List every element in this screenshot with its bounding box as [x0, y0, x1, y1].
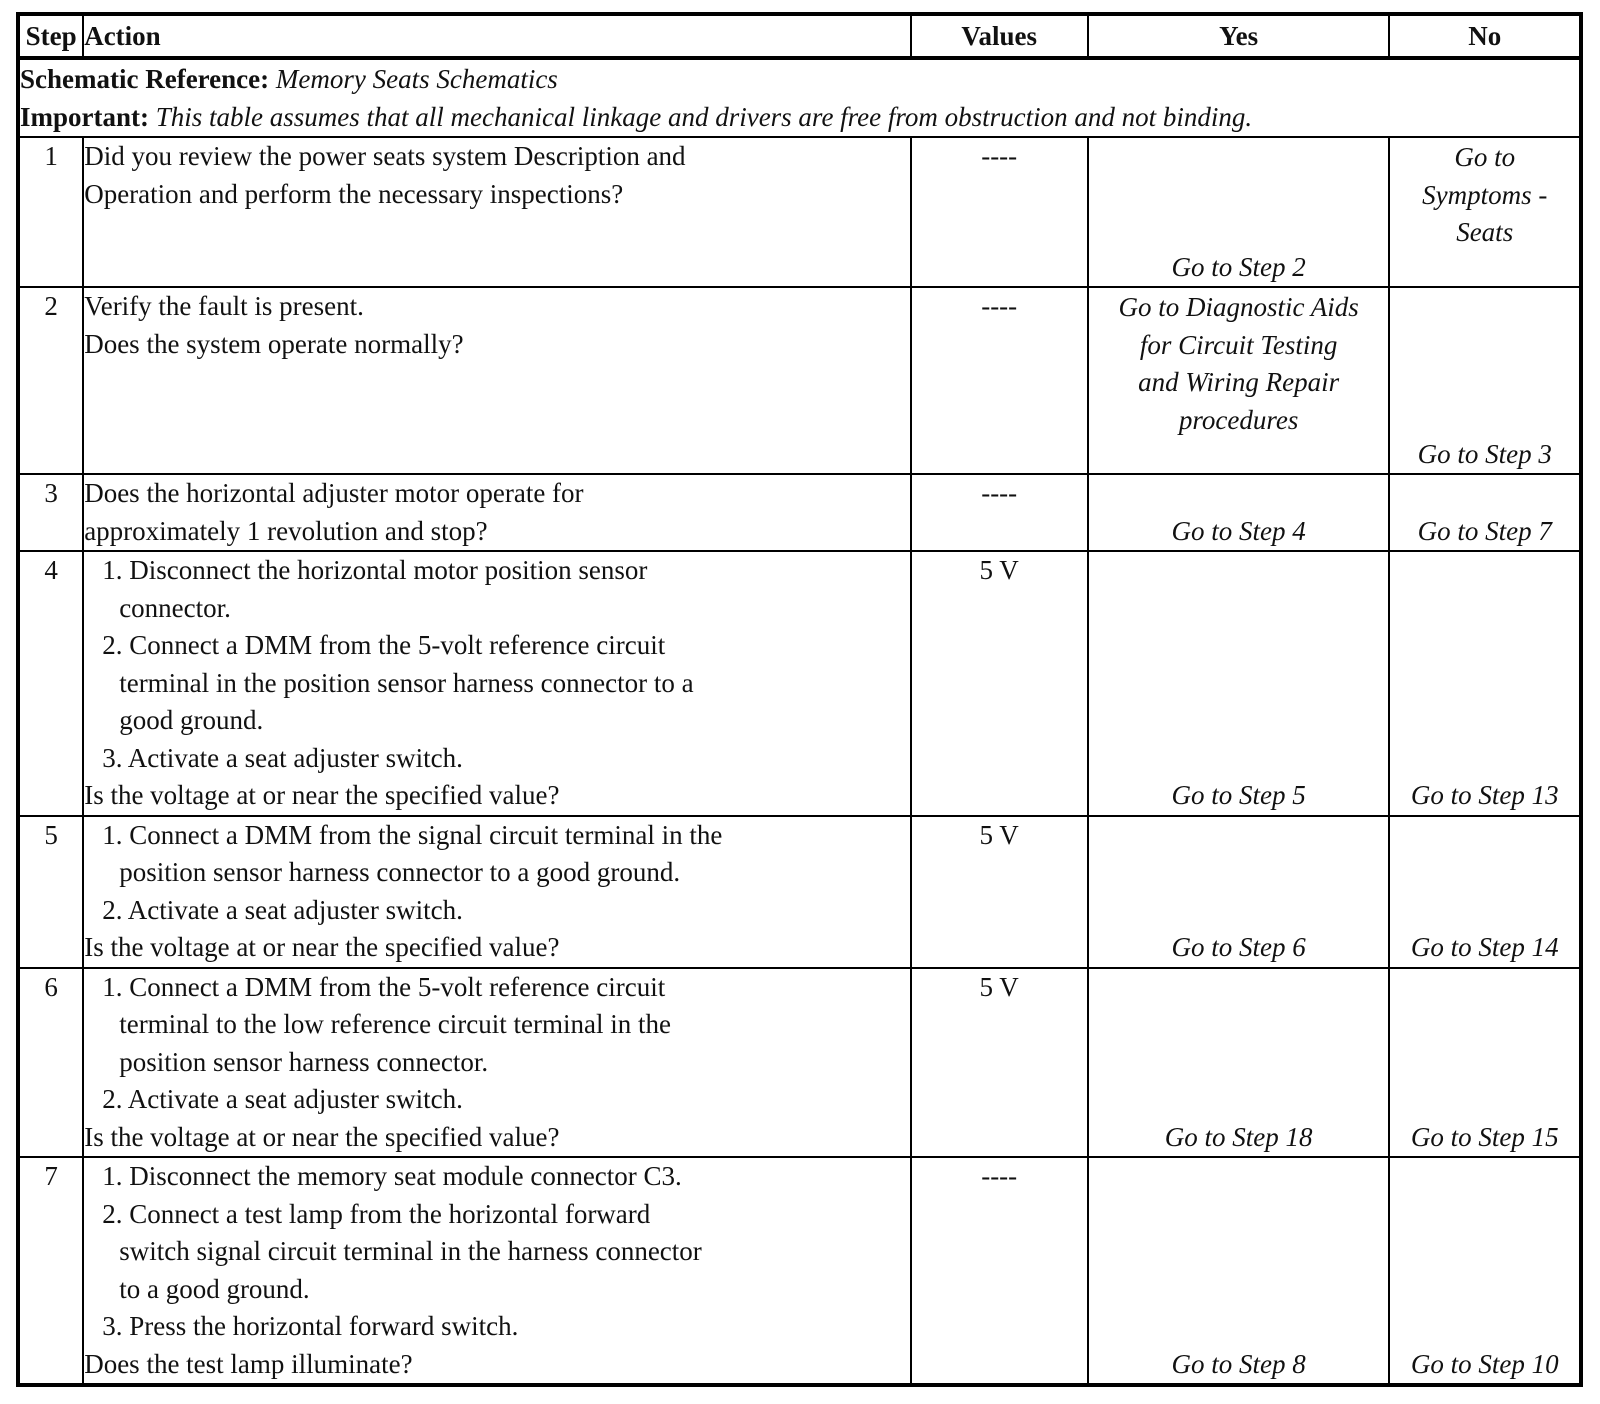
yes-cell	[1088, 816, 1390, 968]
no-link[interactable]: Go to Step 10	[1410, 1348, 1559, 1379]
action-question: Does the test lamp illuminate?	[84, 1348, 413, 1379]
action-text: Does the system operate normally?	[84, 328, 464, 359]
action-text: approximately 1 revolution and stop?	[84, 515, 488, 546]
action-step-item: 1. Connect a DMM from the signal circuit terminal in the	[102, 819, 723, 850]
no-cell	[1389, 137, 1581, 287]
no-link[interactable]: Go to Step 3	[1417, 438, 1552, 469]
action-step-item: position sensor harness connector to a good ground.	[119, 857, 681, 887]
yes-link[interactable]: Go to Step 6	[1171, 932, 1306, 962]
yes-link-line: procedures	[1178, 404, 1299, 435]
no-link-line: Seats	[1456, 217, 1514, 247]
no-cell	[1389, 968, 1581, 1158]
no-cell	[1389, 551, 1581, 816]
yes-cell	[1088, 474, 1390, 551]
reference-cell	[18, 58, 1581, 137]
yes-link-line: and Wiring Repair	[1138, 367, 1340, 397]
values-cell: ----	[911, 474, 1088, 551]
action-question: Is the voltage at or near the specified value?	[84, 932, 560, 962]
yes-link[interactable]: Go to Step 4	[1171, 515, 1306, 546]
yes-cell	[1088, 551, 1390, 816]
action-text: Verify the fault is present.	[84, 291, 364, 321]
action-question: Is the voltage at or near the specified value?	[84, 780, 560, 810]
action-cell	[83, 816, 910, 968]
no-cell	[1389, 474, 1581, 551]
action-cell	[83, 287, 910, 474]
diagnostic-table	[16, 12, 1583, 1387]
values-cell: ----	[911, 137, 1088, 287]
no-cell	[1389, 1157, 1581, 1385]
yes-link-line: Go to Diagnostic Aids	[1118, 292, 1359, 322]
schematic-reference	[20, 60, 1579, 98]
values-cell: ----	[911, 1157, 1088, 1385]
yes-link[interactable]: Go to Step 5	[1171, 780, 1306, 810]
header-row	[18, 14, 1581, 58]
table-row	[18, 474, 1581, 551]
yes-cell	[1088, 137, 1390, 287]
no-link[interactable]: Go to Step 13	[1410, 780, 1559, 810]
action-step-item: 2. Connect a DMM from the 5-volt reference circuit	[102, 630, 666, 660]
action-step-item: 2. Activate a seat adjuster switch.	[102, 1084, 463, 1114]
action-question: Is the voltage at or near the specified value?	[84, 1121, 560, 1152]
action-cell	[83, 1157, 910, 1385]
yes-link[interactable]: Go to Step 2	[1171, 251, 1306, 282]
header-step: Step	[18, 14, 83, 58]
action-step-item: terminal in the position sensor harness connector to a	[119, 667, 694, 698]
step-number: 3	[18, 474, 83, 551]
action-step-item: terminal to the low reference circuit terminal in the	[119, 1009, 671, 1039]
no-link-line: Symptoms -	[1422, 179, 1548, 210]
action-cell	[83, 551, 910, 816]
action-step-item: switch signal circuit terminal in the harness connector	[119, 1236, 702, 1266]
important-text: This table assumes that all mechanical linkage and drivers are free from obstruction and not binding.	[155, 102, 1253, 132]
yes-cell	[1088, 1157, 1390, 1385]
values-cell: 5 V	[911, 816, 1088, 968]
step-number: 2	[18, 287, 83, 474]
important-label: Important:	[20, 102, 149, 132]
action-text: Operation and perform the necessary inspections?	[84, 178, 624, 209]
action-step-item: 3. Press the horizontal forward switch.	[102, 1311, 519, 1341]
yes-link[interactable]	[1089, 288, 1389, 439]
table-row	[18, 968, 1581, 1158]
action-step-item: 2. Activate a seat adjuster switch.	[102, 894, 463, 925]
no-cell	[1389, 816, 1581, 968]
yes-link[interactable]: Go to Step 8	[1171, 1348, 1306, 1379]
action-step-item: to a good ground.	[119, 1273, 310, 1304]
reference-row	[18, 58, 1581, 137]
yes-cell	[1088, 287, 1390, 474]
no-cell	[1389, 287, 1581, 474]
action-step-item: 1. Connect a DMM from the 5-volt reference circuit	[102, 971, 666, 1002]
header-no: No	[1389, 14, 1581, 58]
action-step-item: 1. Disconnect the horizontal motor position sensor	[102, 555, 648, 585]
table-row	[18, 816, 1581, 968]
header-action: Action	[83, 14, 910, 58]
action-cell	[83, 474, 910, 551]
yes-link[interactable]: Go to Step 18	[1164, 1121, 1313, 1152]
no-link[interactable]: Go to Step 7	[1417, 515, 1552, 546]
action-step-item: 2. Connect a test lamp from the horizontal forward	[102, 1198, 651, 1229]
table-row	[18, 287, 1581, 474]
action-step-item: connector.	[119, 592, 231, 623]
action-step-item: position sensor harness connector.	[119, 1046, 489, 1077]
no-link-line: Go to	[1454, 142, 1516, 172]
values-cell: 5 V	[911, 551, 1088, 816]
schematic-reference-link[interactable]: Memory Seats Schematics	[275, 64, 558, 94]
action-cell	[83, 137, 910, 287]
yes-link-line: for Circuit Testing	[1139, 329, 1338, 360]
action-text: Does the horizontal adjuster motor operate for	[84, 478, 584, 508]
step-number: 4	[18, 551, 83, 816]
step-number: 7	[18, 1157, 83, 1385]
step-number: 5	[18, 816, 83, 968]
no-link[interactable]: Go to Step 15	[1410, 1121, 1559, 1152]
table-row	[18, 1157, 1581, 1385]
values-cell: ----	[911, 287, 1088, 474]
no-link[interactable]	[1390, 138, 1579, 252]
action-step-item: 3. Activate a seat adjuster switch.	[102, 742, 463, 773]
table-row	[18, 137, 1581, 287]
values-cell: 5 V	[911, 968, 1088, 1158]
action-text: Did you review the power seats system Description and	[84, 141, 686, 171]
important-note	[20, 98, 1579, 136]
yes-cell	[1088, 968, 1390, 1158]
step-number: 1	[18, 137, 83, 287]
action-step-item: good ground.	[119, 705, 264, 735]
step-number: 6	[18, 968, 83, 1158]
action-step-item: 1. Disconnect the memory seat module connector C3.	[102, 1161, 682, 1191]
schematic-reference-label: Schematic Reference:	[20, 64, 270, 94]
no-link[interactable]: Go to Step 14	[1410, 932, 1559, 962]
table-row	[18, 551, 1581, 816]
action-cell	[83, 968, 910, 1158]
header-yes: Yes	[1088, 14, 1390, 58]
header-values: Values	[911, 14, 1088, 58]
